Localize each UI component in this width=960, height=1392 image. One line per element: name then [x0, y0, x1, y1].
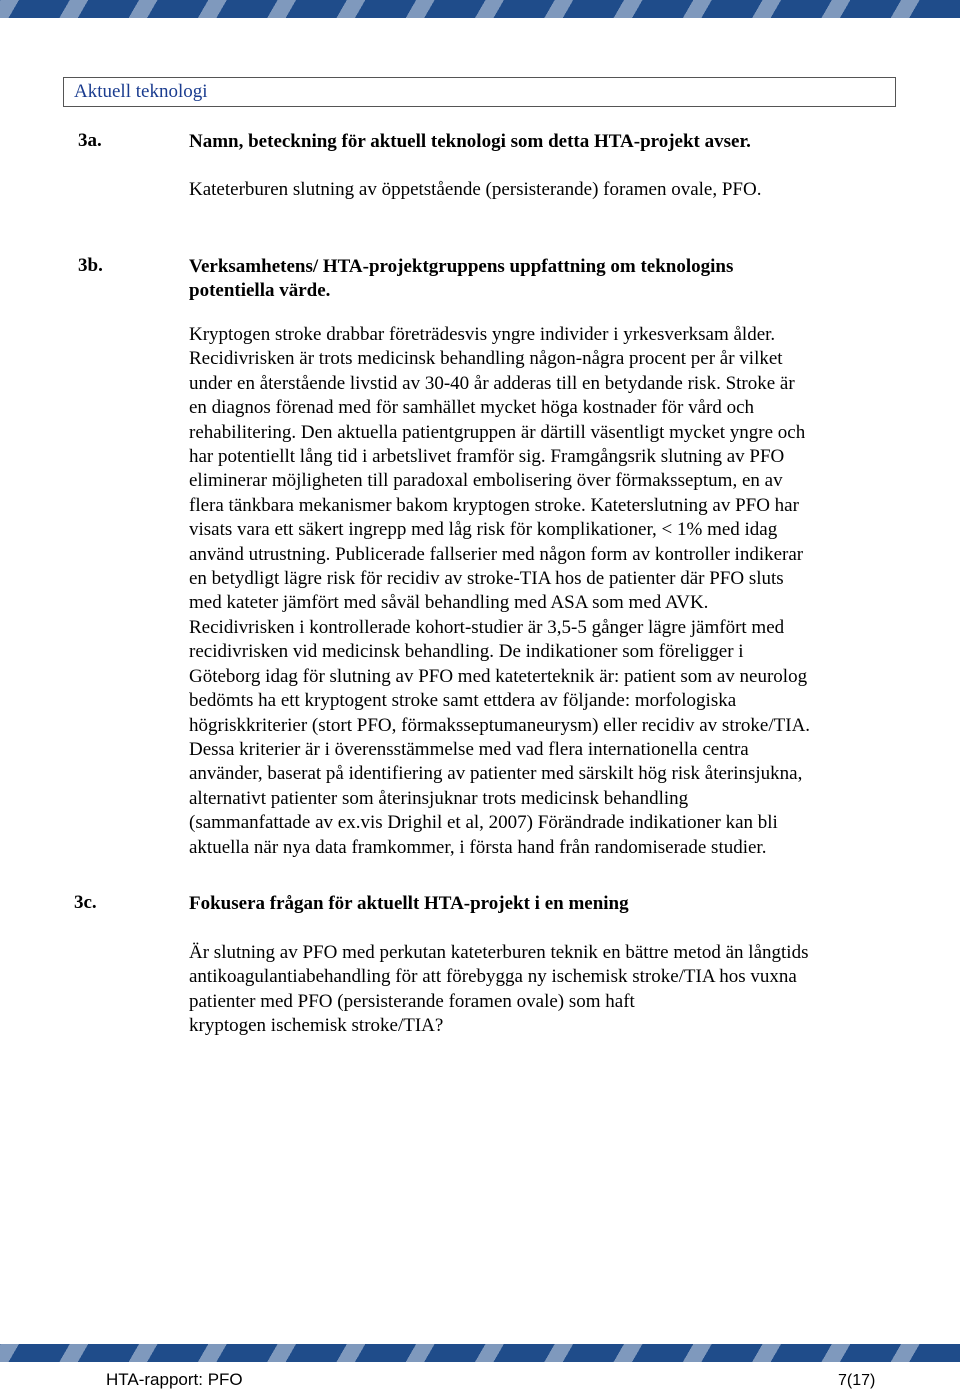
text-line: patienter med PFO (persisterande foramen ovale) som haft — [189, 990, 635, 1012]
text-line: aktuella när nya data framkommer, i första hand från randomiserade studier. — [189, 836, 767, 858]
text-line: eliminerar möjligheten till paradoxal embolisering över förmaksseptum, en av — [189, 470, 783, 492]
body-3a: Kateterburen slutning av öppetstående (persisterande) foramen ovale, PFO. — [189, 179, 762, 200]
section-number-3a: 3a. — [78, 130, 102, 151]
text-line: recidivrisken vid medicinsk behandling. De indikationer som föreligger i — [189, 641, 744, 663]
text-line: med kateter jämfört med såväl behandling med ASA som med AVK. — [189, 592, 709, 614]
text-line: använder, baserat på identifiering av patienter med särskilt hög risk återinsjukna, — [189, 763, 803, 785]
header-band — [0, 0, 960, 18]
footer-report-title: HTA-rapport: PFO — [106, 1370, 243, 1389]
page-number: 7(17) — [838, 1372, 876, 1389]
text-line: kryptogen ischemisk stroke/TIA? — [189, 1015, 444, 1037]
text-line: har potentiellt lång tid i arbetslivet framför sig. Framgångsrik slutning av PFO — [189, 446, 785, 468]
text-line: rehabilitering. Den aktuella patientgruppen är därtill väsentligt mycket yngre och — [189, 421, 806, 443]
text-line: visats vara ett säkert ingrepp med låg risk för komplikationer, < 1% med idag — [189, 519, 778, 541]
section-number-3b: 3b. — [78, 255, 103, 276]
heading-3a: Namn, beteckning för aktuell teknologi som detta HTA-projekt avser. — [189, 131, 751, 152]
text-line: Är slutning av PFO med perkutan kateterburen teknik en bättre metod än långtids — [189, 942, 809, 963]
section-number-3c: 3c. — [74, 892, 97, 913]
text-line: använd utrustning. Publicerade fallserier med någon form av kontroller indikerar — [189, 543, 804, 565]
heading-3b — [189, 255, 889, 304]
text-line: högriskkriterier (stort PFO, förmaksseptumaneurysm) eller recidiv av stroke/TIA. — [189, 714, 811, 736]
text-line: bedömts ha ett kryptogent stroke samt ettdera av följande: morfologiska — [189, 690, 737, 712]
text-line: under en återstående livstid av 30-40 år adderas till en betydande risk. Stroke är — [189, 372, 795, 394]
heading-3b-line: Verksamhetens/ HTA-projektgruppens uppfattning om teknologins — [189, 256, 734, 277]
section-title-box — [63, 77, 896, 107]
heading-3c: Fokusera frågan för aktuellt HTA-projekt i en mening — [189, 893, 629, 914]
text-line: alternativt patienter som återinsjuknar trots medicinsk behandling — [189, 787, 689, 809]
text-line: Recidivrisken i kontrollerade kohort-studier är 3,5-5 gånger lägre jämfört med — [189, 616, 785, 638]
section-title: Aktuell teknologi — [74, 81, 208, 102]
text-line: en betydligt lägre risk för recidiv av stroke-TIA hos de patienter där PFO sluts — [189, 568, 784, 590]
body-3b — [189, 323, 894, 860]
body-3c — [189, 941, 894, 1039]
footer-band — [0, 1344, 960, 1362]
text-line: flera tänkbara mekanismer bakom kryptogen stroke. Kateterslutning av PFO har — [189, 494, 799, 516]
text-line: Dessa kriterier är i överensstämmelse med vad flera internationella centra — [189, 738, 749, 760]
text-line: (sammanfattade av ex.vis Drighil et al, 2007) Förändrade indikationer kan bli — [189, 812, 778, 834]
text-line: antikoagulantiabehandling för att förebygga ny ischemisk stroke/TIA hos vuxna — [189, 966, 797, 988]
text-line: Göteborg idag för slutning av PFO med kateterteknik är: patient som av neurolog — [189, 665, 808, 687]
heading-3b-line: potentiella värde. — [189, 280, 331, 302]
text-line: en diagnos förenad med för samhället mycket höga kostnader för vård och — [189, 397, 755, 419]
text-line: Kryptogen stroke drabbar företrädesvis yngre individer i yrkesverksam ålder. — [189, 324, 776, 345]
text-line: Recidivrisken är trots medicinsk behandling någon-några procent per år vilket — [189, 348, 783, 370]
